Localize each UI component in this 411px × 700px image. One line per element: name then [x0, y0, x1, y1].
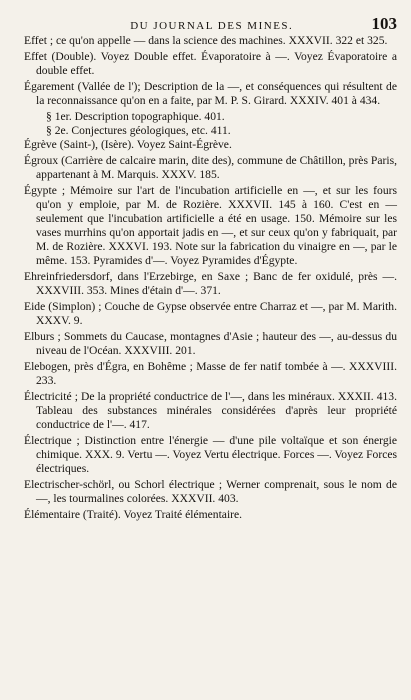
index-entry: Égypte ; Mémoire sur l'art de l'incubation artificielle en —, et sur les fours qu'on y emploie, par M. de Rozière. XXXVII. 145 à 160. C'est en — seulement que l'incubation artificielle a été en usage. 150. Mémoire sur les vases murrhins qu'on apportait jadis en —, et sur ceux qu'on y fabriquait, par M. de Rozière. XXXVI. 193. Note sur la fabrication du vinaigre en —, par le même. 153. Pyramides d'—. Voyez Pyramides d'Égypte.: [24, 184, 397, 267]
running-head: DU JOURNAL DES MINES.: [130, 20, 294, 32]
index-entry: Élémentaire (Traité). Voyez Traité élémentaire.: [24, 508, 243, 521]
page-header: [24, 14, 397, 34]
index-entry: Égrève (Saint-), (Isère). Voyez Saint-Égrève.: [24, 138, 232, 151]
index-entry: Ehreinfriedersdorf, dans l'Erzebirge, en Saxe ; Banc de fer oxidulé, près —. XXXVIII. 353. Mines d'étain d'—. 371.: [24, 270, 397, 297]
index-entry: Effet ; ce qu'on appelle — dans la science des machines. XXXVII. 322 et 325.: [24, 34, 388, 47]
index-entry: Effet (Double). Voyez Double effet. Évaporatoire à —. Voyez Évaporatoire a double effet.: [24, 50, 397, 77]
index-entry: Electrischer-schörl, ou Schorl électrique ; Werner comprenait, sous le nom de —, les tourmalines colorées. XXXVII. 403.: [24, 478, 397, 505]
index-entry: Elburs ; Sommets du Caucase, montagnes d'Asie ; hauteur des —, au-dessus du niveau de l'Océan. XXXVIII. 201.: [24, 330, 397, 357]
index-subentry: § 2e. Conjectures géologiques, etc. 411.: [46, 124, 231, 137]
page-number: 103: [371, 14, 397, 33]
index-entries: [24, 34, 397, 524]
index-entry: Elebogen, près d'Égra, en Bohême ; Masse de fer natif tombée à —. XXXVIII. 233.: [24, 360, 397, 387]
index-entry: Électrique ; Distinction entre l'énergie — d'une pile voltaïque et son énergie chimique. XXX. 9. Vertu —. Voyez Vertu électrique. Forces —. Voyez Forces électriques.: [24, 434, 397, 475]
index-entry: Électricité ; De la propriété conductrice de l'—, dans les minéraux. XXXII. 413. Tableau des substances minérales considérées d'après leur propriété conductrice de l'—. 417.: [24, 390, 397, 431]
index-entry: Égroux (Carrière de calcaire marin, dite des), commune de Châtillon, près Paris, appartenant à M. Marquis. XXXV. 185.: [24, 154, 397, 181]
index-entry: Égarement (Vallée de l'); Description de la —, et conséquences qui résultent de la reconnaissance qu'on en a faite, par M. P. S. Girard. XXXIV. 401 à 434.: [24, 80, 397, 107]
index-subentry: § 1er. Description topographique. 401.: [46, 110, 225, 123]
index-entry: Eide (Simplon) ; Couche de Gypse observée entre Charraz et —, par M. Marith. XXXV. 9.: [24, 300, 397, 327]
